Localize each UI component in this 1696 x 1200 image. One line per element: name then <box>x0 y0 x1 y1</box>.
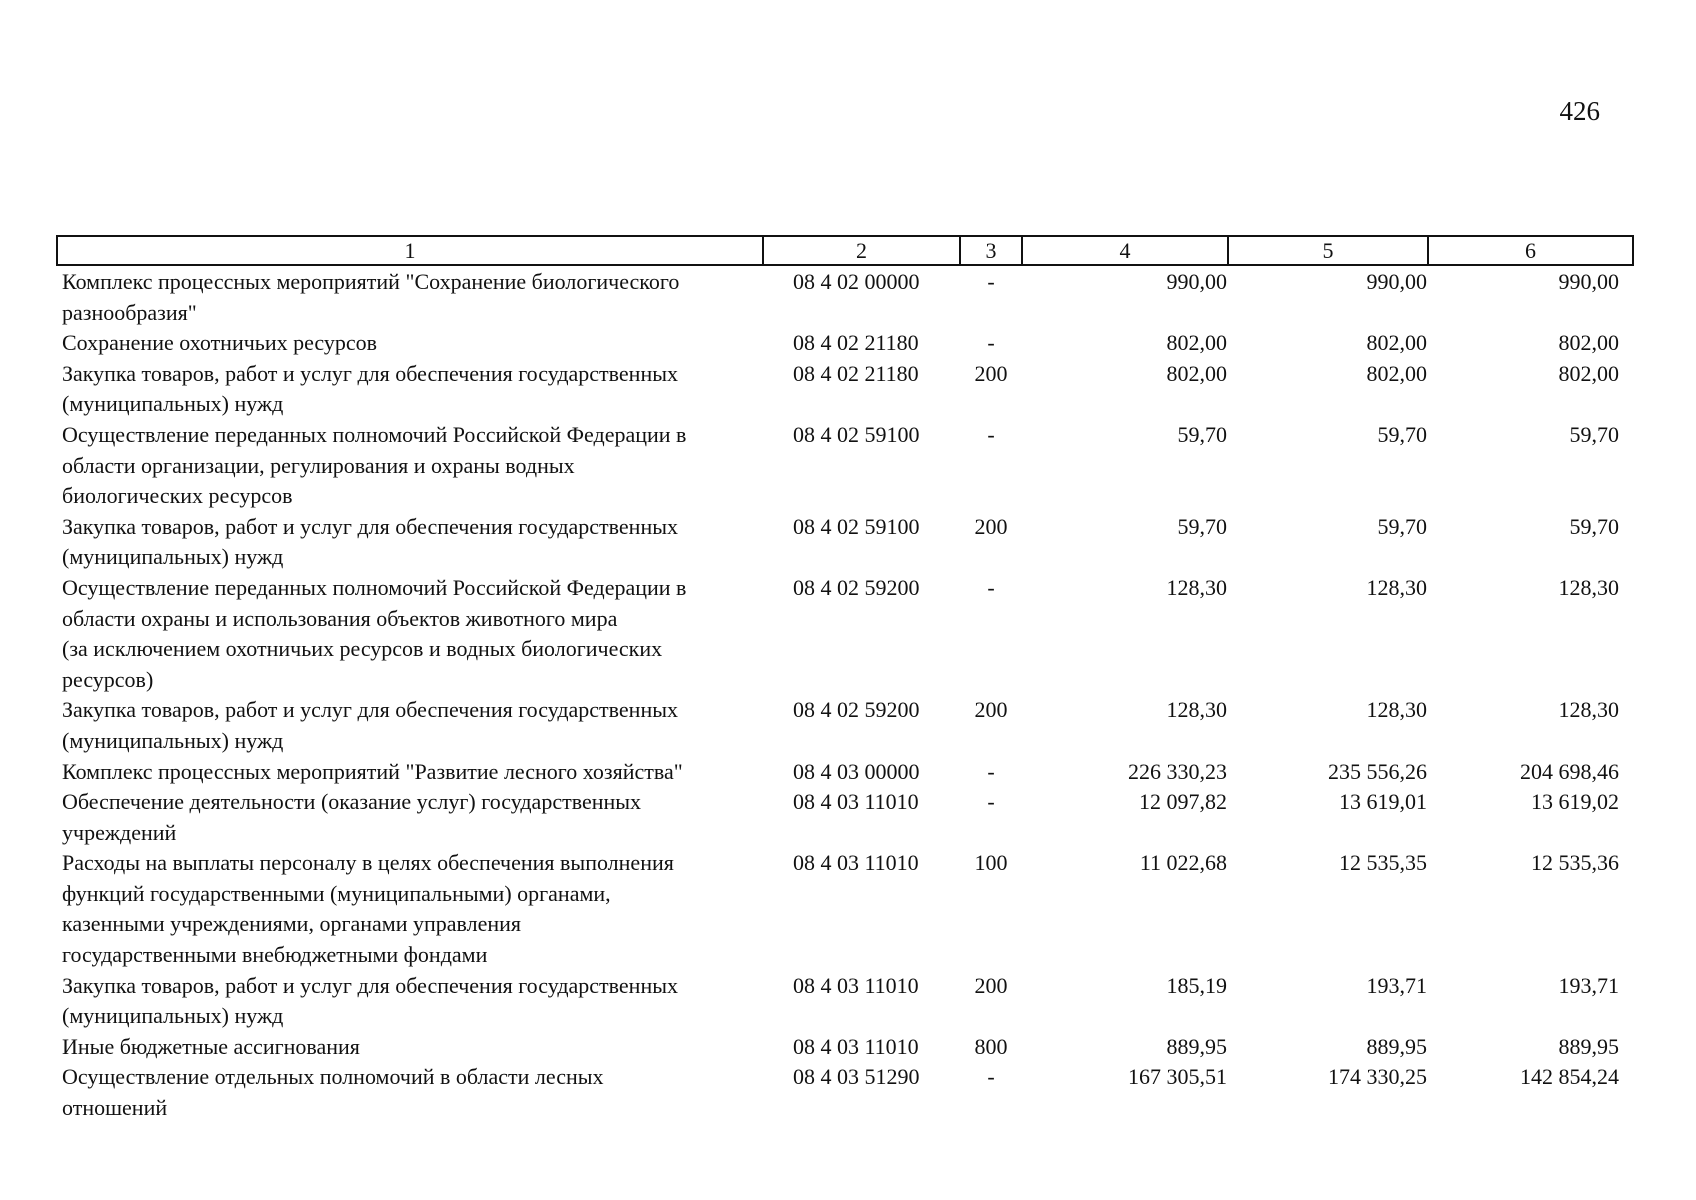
row-type: 200 <box>974 513 1008 539</box>
row-name <box>57 359 763 420</box>
table-row <box>57 695 1633 756</box>
row-name-line: области охраны и использования объектов животного мира <box>62 605 618 631</box>
row-name-line: Осуществление переданных полномочий Российской Федерации в <box>62 574 687 600</box>
row-name-line: государственными внебюджетными фондами <box>62 942 488 968</box>
row-name-line: (муниципальных) нужд <box>62 1003 284 1029</box>
row-name-line: ресурсов) <box>62 666 154 692</box>
row-value-4: 167 305,51 <box>1128 1064 1227 1090</box>
row-value-6: 204 698,46 <box>1520 758 1619 784</box>
row-code: 08 4 03 00000 <box>793 758 920 784</box>
row-type: - <box>987 1064 995 1090</box>
row-value-5: 193,71 <box>1366 972 1427 998</box>
column-header-1: 1 <box>57 236 763 265</box>
table-row <box>57 971 1633 1032</box>
row-name <box>57 1062 763 1123</box>
row-value-6: 889,95 <box>1558 1033 1619 1059</box>
row-name-line: Расходы на выплаты персоналу в целях обеспечения выполнения <box>62 850 674 876</box>
row-code: 08 4 02 21180 <box>793 360 919 386</box>
row-type: - <box>987 789 995 815</box>
table-row <box>57 512 1633 573</box>
row-value-6: 13 619,02 <box>1531 789 1619 815</box>
row-value-5: 59,70 <box>1377 421 1427 447</box>
row-value-4: 802,00 <box>1166 360 1227 386</box>
row-code: 08 4 03 51290 <box>793 1064 920 1090</box>
column-header-2: 2 <box>763 236 960 265</box>
row-value-4: 128,30 <box>1166 697 1227 723</box>
row-type: 800 <box>974 1033 1008 1059</box>
row-code: 08 4 02 21180 <box>793 330 919 356</box>
table-row <box>57 1032 1633 1063</box>
column-header-5: 5 <box>1228 236 1428 265</box>
row-value-5: 889,95 <box>1366 1033 1427 1059</box>
budget-table <box>56 235 1634 1124</box>
row-name-line: казенными учреждениями, органами управления <box>62 911 522 937</box>
header-row <box>57 236 1633 265</box>
row-value-4: 889,95 <box>1166 1033 1227 1059</box>
row-value-4: 59,70 <box>1177 421 1227 447</box>
row-name-line: биологических ресурсов <box>62 483 293 509</box>
table-row <box>57 420 1633 512</box>
row-value-5: 802,00 <box>1366 360 1427 386</box>
row-code: 08 4 02 59100 <box>793 421 920 447</box>
row-name-line: разнообразия" <box>62 299 197 325</box>
row-type: - <box>987 574 995 600</box>
row-code: 08 4 03 11010 <box>793 850 919 876</box>
row-name-line: Обеспечение деятельности (оказание услуг) государственных <box>62 789 642 815</box>
row-code: 08 4 03 11010 <box>793 972 919 998</box>
row-value-6: 59,70 <box>1569 421 1619 447</box>
row-name-line: Закупка товаров, работ и услуг для обеспечения государственных <box>62 513 679 539</box>
row-name-line: учреждений <box>62 819 177 845</box>
row-value-5: 128,30 <box>1366 697 1427 723</box>
row-name <box>57 328 763 359</box>
row-type: - <box>987 421 995 447</box>
row-name-line: Закупка товаров, работ и услуг для обеспечения государственных <box>62 972 679 998</box>
table-header <box>57 236 1633 265</box>
table-row <box>57 573 1633 695</box>
row-type: - <box>987 758 995 784</box>
row-name-line: Комплекс процессных мероприятий "Развитие лесного хозяйства" <box>62 758 683 784</box>
row-name-line: (муниципальных) нужд <box>62 391 284 417</box>
row-name-line: Осуществление отдельных полномочий в области лесных <box>62 1064 604 1090</box>
row-code: 08 4 03 11010 <box>793 789 919 815</box>
row-name <box>57 512 763 573</box>
row-name <box>57 573 763 695</box>
row-value-5: 990,00 <box>1366 269 1427 294</box>
row-value-4: 12 097,82 <box>1139 789 1227 815</box>
row-value-6: 59,70 <box>1569 513 1619 539</box>
page-number: 426 <box>1559 96 1600 126</box>
row-name-line: функций государственными (муниципальными) органами, <box>62 880 611 906</box>
row-name-line: Сохранение охотничьих ресурсов <box>62 330 378 356</box>
row-value-6: 193,71 <box>1558 972 1619 998</box>
row-name <box>57 1032 763 1063</box>
table-row <box>57 848 1633 970</box>
row-value-4: 226 330,23 <box>1128 758 1227 784</box>
row-value-5: 174 330,25 <box>1328 1064 1427 1090</box>
row-name <box>57 420 763 512</box>
row-value-4: 185,19 <box>1166 972 1227 998</box>
row-name <box>57 787 763 848</box>
row-value-4: 59,70 <box>1177 513 1227 539</box>
column-header-4: 4 <box>1022 236 1228 265</box>
row-type: 200 <box>974 360 1008 386</box>
row-value-6: 12 535,36 <box>1531 850 1619 876</box>
row-name-line: отношений <box>62 1095 168 1121</box>
row-value-4: 990,00 <box>1166 269 1227 294</box>
row-value-4: 128,30 <box>1166 574 1227 600</box>
row-name-line: Иные бюджетные ассигнования <box>62 1033 360 1059</box>
row-value-6: 128,30 <box>1558 697 1619 723</box>
row-value-5: 128,30 <box>1366 574 1427 600</box>
row-code: 08 4 02 59100 <box>793 513 920 539</box>
table-row <box>57 328 1633 359</box>
row-name-line: Осуществление переданных полномочий Российской Федерации в <box>62 421 687 447</box>
row-value-6: 802,00 <box>1558 360 1619 386</box>
column-header-6: 6 <box>1428 236 1633 265</box>
row-name <box>57 971 763 1032</box>
row-code: 08 4 02 00000 <box>793 269 920 294</box>
row-value-6: 990,00 <box>1558 269 1619 294</box>
table-row <box>57 359 1633 420</box>
row-code: 08 4 02 59200 <box>793 574 920 600</box>
row-type: - <box>987 269 995 294</box>
row-name-line: (за исключением охотничьих ресурсов и водных биологических <box>62 636 663 662</box>
row-name-line: (муниципальных) нужд <box>62 727 284 753</box>
row-type: 200 <box>974 972 1008 998</box>
row-value-6: 142 854,24 <box>1520 1064 1619 1090</box>
table-row <box>57 787 1633 848</box>
row-name-line: (муниципальных) нужд <box>62 544 284 570</box>
row-name <box>57 695 763 756</box>
row-name-line: Комплекс процессных мероприятий "Сохранение биологического <box>62 269 680 294</box>
row-name <box>57 757 763 788</box>
row-value-5: 13 619,01 <box>1339 789 1427 815</box>
table-row <box>57 265 1633 328</box>
table-row <box>57 1062 1633 1123</box>
table-body <box>57 265 1633 1124</box>
row-name <box>57 848 763 970</box>
row-name-line: Закупка товаров, работ и услуг для обеспечения государственных <box>62 697 679 723</box>
row-type: - <box>987 330 995 356</box>
row-value-6: 802,00 <box>1558 330 1619 356</box>
row-value-4: 11 022,68 <box>1139 850 1227 876</box>
table-row <box>57 757 1633 788</box>
row-code: 08 4 03 11010 <box>793 1033 919 1059</box>
row-name <box>57 265 763 328</box>
row-value-5: 59,70 <box>1377 513 1427 539</box>
row-code: 08 4 02 59200 <box>793 697 920 723</box>
row-value-5: 235 556,26 <box>1328 758 1427 784</box>
row-value-6: 128,30 <box>1558 574 1619 600</box>
row-value-5: 12 535,35 <box>1339 850 1427 876</box>
row-type: 200 <box>974 697 1008 723</box>
row-name-line: области организации, регулирования и охраны водных <box>62 452 575 478</box>
row-type: 100 <box>974 850 1008 876</box>
column-header-3: 3 <box>960 236 1022 265</box>
row-value-4: 802,00 <box>1166 330 1227 356</box>
row-name-line: Закупка товаров, работ и услуг для обеспечения государственных <box>62 360 679 386</box>
row-value-5: 802,00 <box>1366 330 1427 356</box>
